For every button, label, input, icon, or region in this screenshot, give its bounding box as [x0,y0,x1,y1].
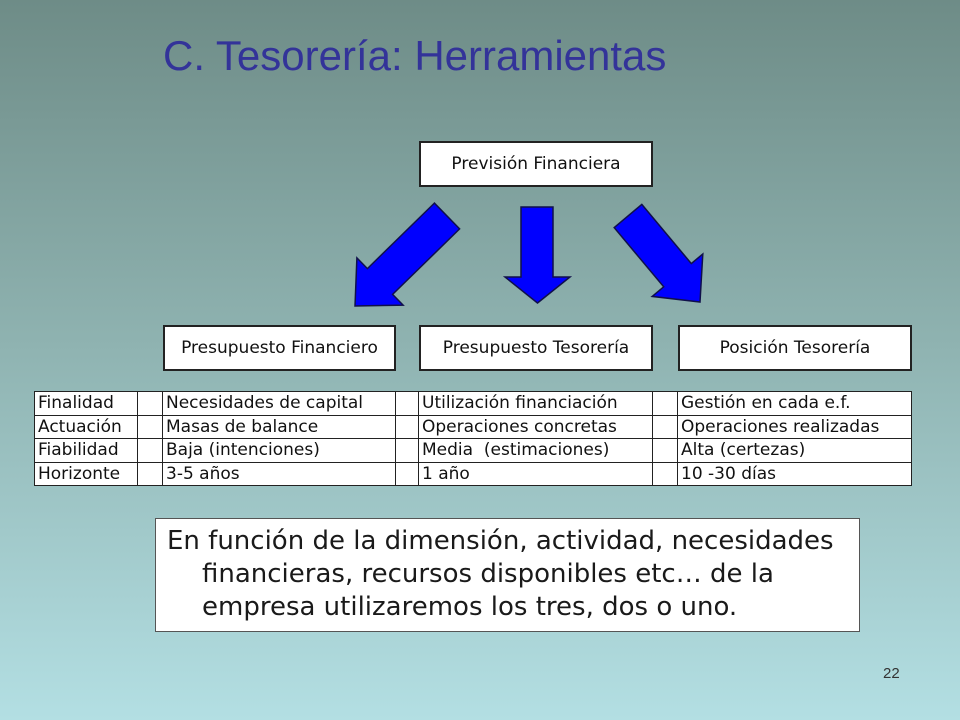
table-cell-presupuesto-financiero: Masas de balance [163,416,396,440]
table-spacer-cell [138,392,163,416]
table-cell-presupuesto-tesoreria: Media (estimaciones) [419,439,653,463]
table-spacer-cell [138,416,163,440]
table-cell-presupuesto-tesoreria: Operaciones concretas [419,416,653,440]
table-spacer-cell [653,416,678,440]
table-spacer-cell [138,439,163,463]
table-cell-presupuesto-financiero: 3-5 años [163,463,396,487]
table-cell-posicion-tesoreria: 10 -30 días [678,463,912,487]
table-spacer-cell [396,463,419,487]
table-cell-presupuesto-financiero: Necesidades de capital [163,392,396,416]
table-spacer-cell [138,463,163,487]
arrow-down-right-icon [614,204,703,302]
note-line: empresa utilizaremos los tres, dos o uno. [202,592,738,622]
comparison-table [34,391,912,486]
box-presupuesto-financiero: Presupuesto Financiero [163,325,396,371]
note-box [155,518,860,632]
page-number: 22 [883,665,900,682]
table-row-label: Horizonte [35,463,138,487]
arrow-down-icon [505,207,570,303]
table-cell-posicion-tesoreria: Alta (certezas) [678,439,912,463]
table-cell-posicion-tesoreria: Operaciones realizadas [678,416,912,440]
table-spacer-cell [396,439,419,463]
table-row-label: Finalidad [35,392,138,416]
box-posicion-tesoreria: Posición Tesorería [678,325,912,371]
table-spacer-cell [396,416,419,440]
table-cell-presupuesto-financiero: Baja (intenciones) [163,439,396,463]
box-prevision-financiera: Previsión Financiera [419,141,653,187]
table-spacer-cell [653,392,678,416]
slide-title: C. Tesorería: Herramientas [163,32,667,79]
table-cell-presupuesto-tesoreria: 1 año [419,463,653,487]
box-presupuesto-tesoreria: Presupuesto Tesorería [419,325,653,371]
table-row-label: Fiabilidad [35,439,138,463]
table-spacer-cell [653,463,678,487]
table-spacer-cell [396,392,419,416]
note-line: financieras, recursos disponibles etc… de la [202,559,774,589]
arrow-down-left-icon [355,203,460,306]
table-cell-posicion-tesoreria: Gestión en cada e.f. [678,392,912,416]
note-line: En función de la dimensión, actividad, necesidades [167,526,834,556]
table-cell-presupuesto-tesoreria: Utilización financiación [419,392,653,416]
table-row-label: Actuación [35,416,138,440]
table-spacer-cell [653,439,678,463]
